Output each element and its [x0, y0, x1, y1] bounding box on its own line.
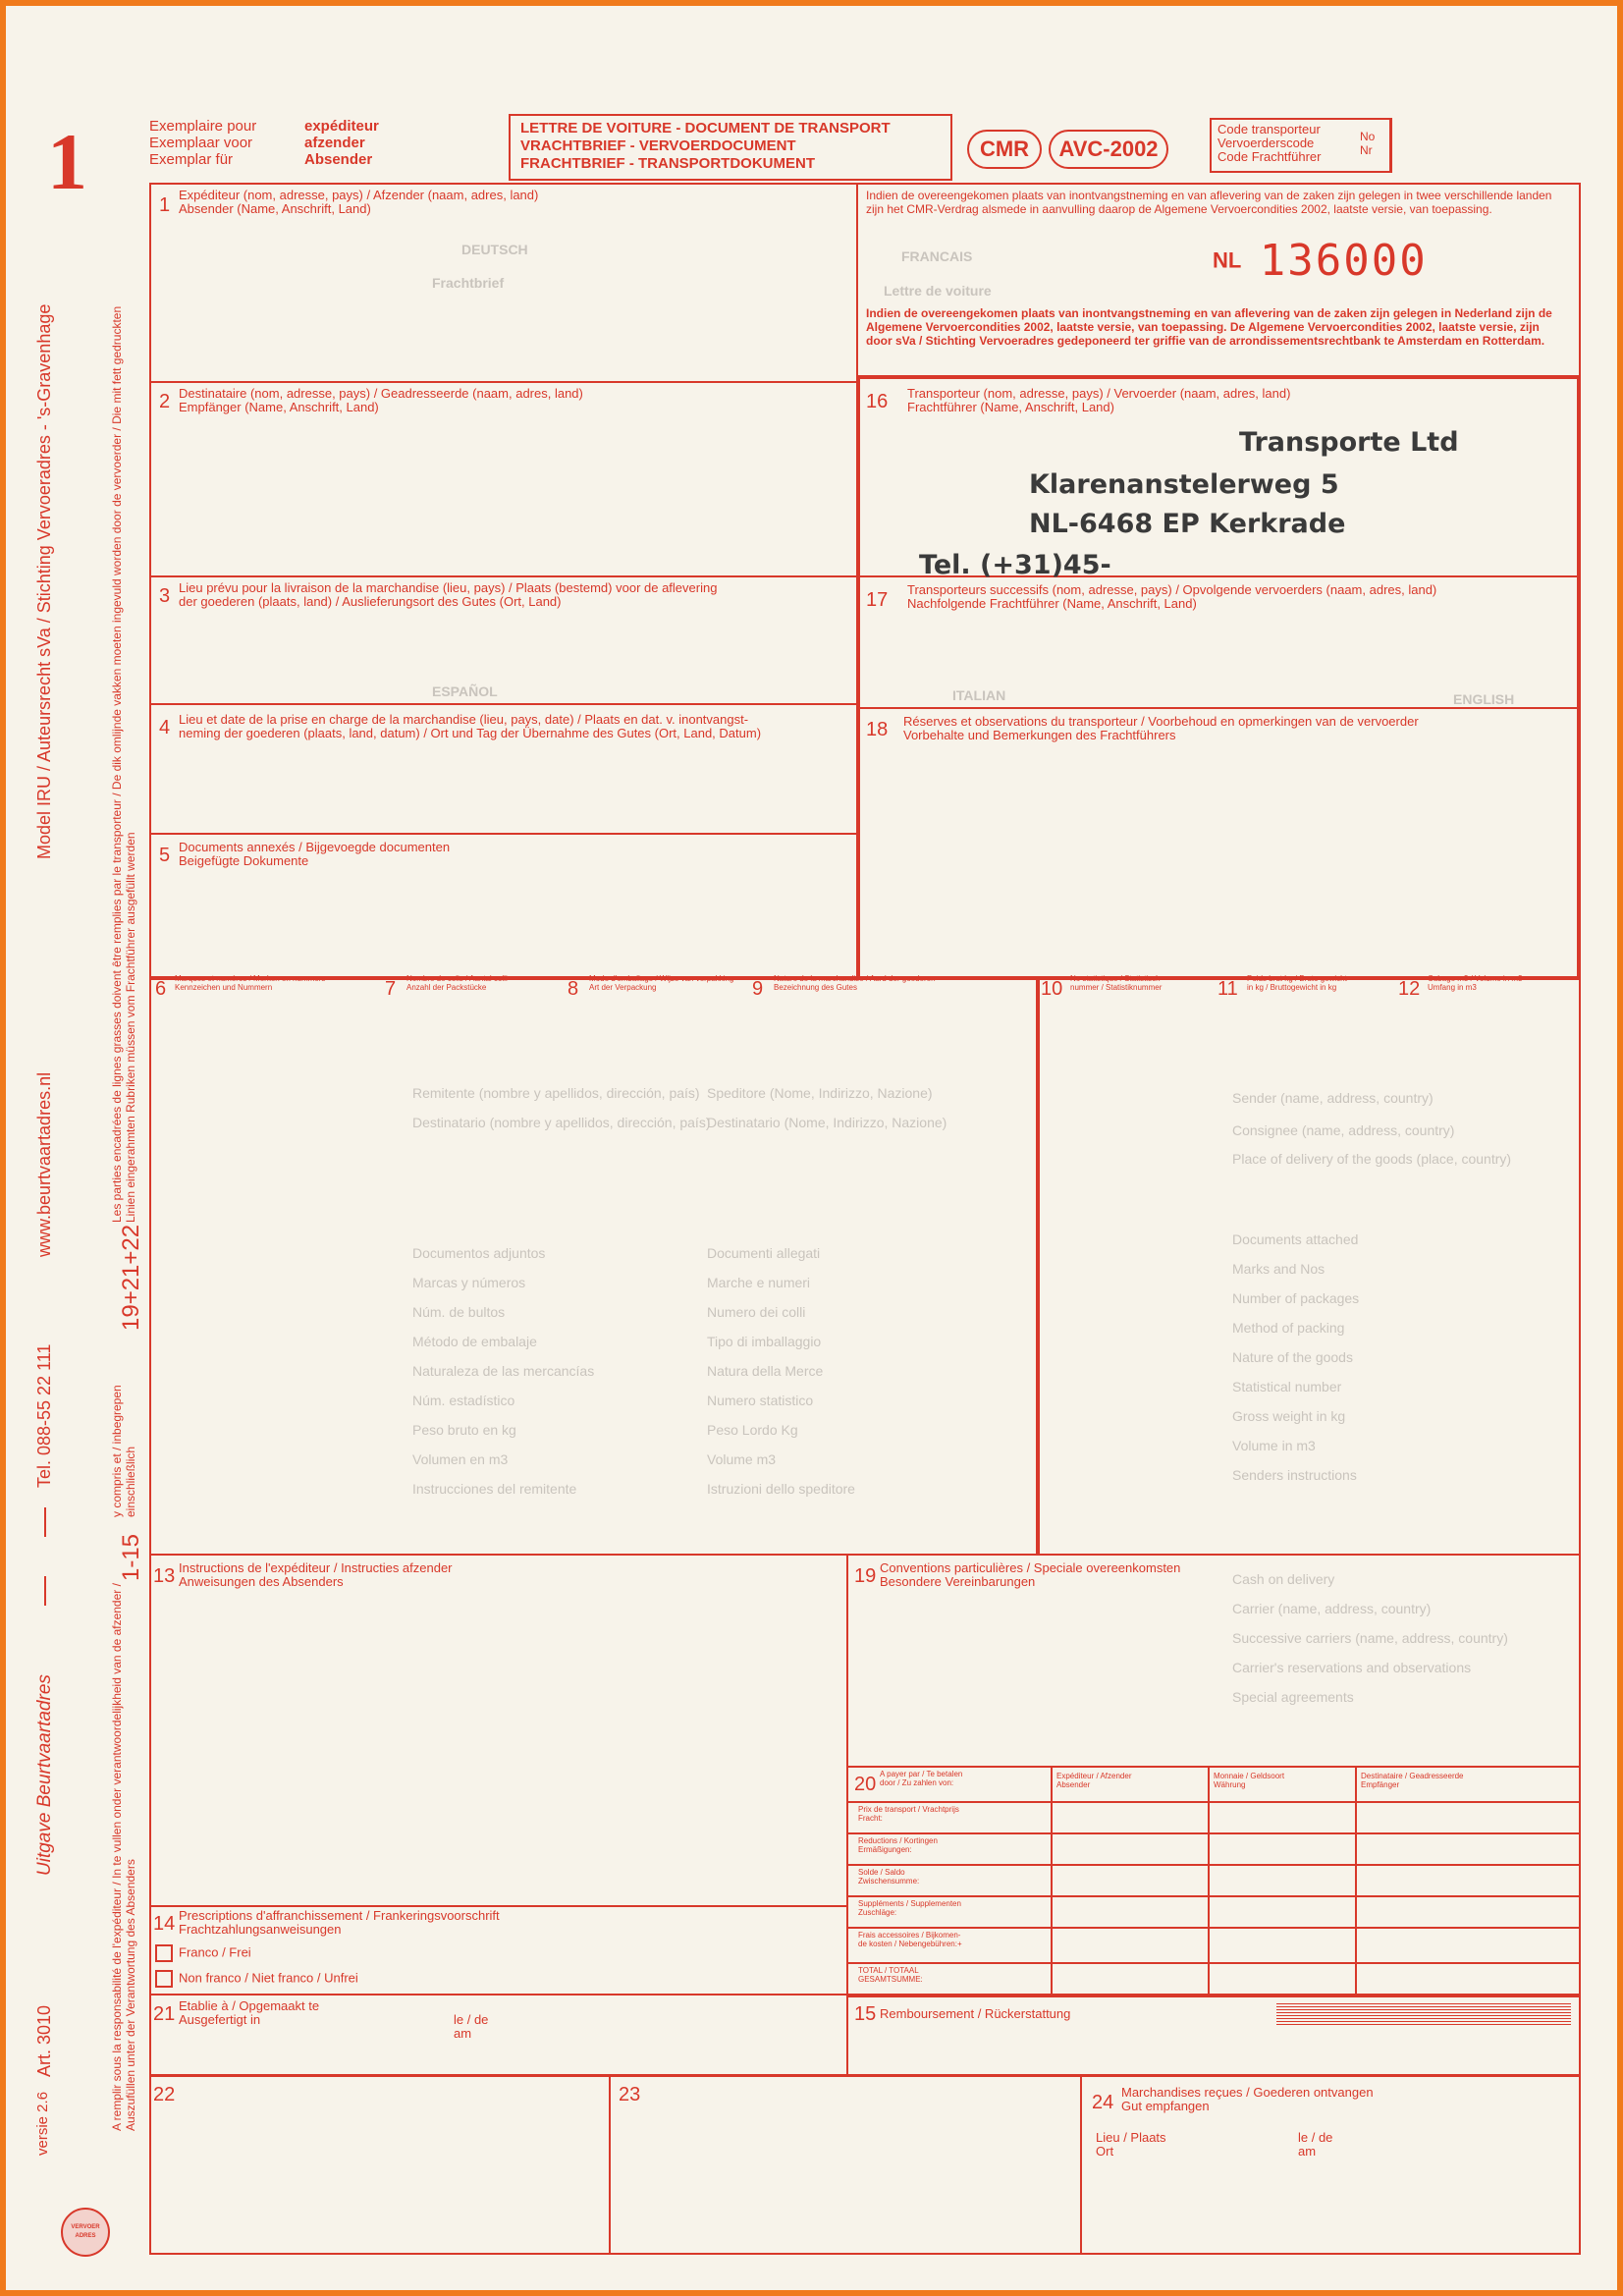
logo-text: VERVOER ADRES [71, 2224, 100, 2239]
copy-for-nl: afzender [304, 135, 365, 151]
ghost-en-9: Nature of the goods [1232, 1349, 1353, 1365]
box-22-sender-signature[interactable] [153, 2084, 605, 2251]
divider-23-24 [1080, 2074, 1082, 2255]
b20-row6 [846, 1962, 1581, 1964]
box-3-number: 3 [159, 585, 171, 607]
divider-22-23 [609, 2074, 611, 2255]
line-3-4 [149, 703, 856, 705]
ghost-lettre: Lettre de voiture [884, 283, 992, 299]
box-3-delivery-place[interactable] [157, 581, 844, 609]
line-17-18 [856, 707, 1581, 709]
box-6-number: 6 [155, 978, 167, 1000]
box-11-weight[interactable] [1217, 974, 1347, 1000]
line-4-5 [149, 833, 856, 835]
line-21-22 [149, 2074, 1581, 2077]
box-22-number: 22 [153, 2084, 176, 2105]
ghost-es-10: Núm. estadístico [412, 1393, 515, 1408]
line-1-2 [149, 381, 856, 383]
line-agree-16 [856, 375, 1581, 379]
box-19-label: Conventions particulières / Speciale overeenkomsten Besondere Vereinbarungen [880, 1560, 1181, 1589]
carrier-code-fr: Code transporteur [1217, 122, 1321, 137]
ghost-it-2: Destinatario (Nome, Indirizzo, Nazione) [707, 1115, 947, 1130]
ghost-en-7: Number of packages [1232, 1290, 1360, 1306]
ghost-es-13: Instrucciones del remitente [412, 1481, 577, 1497]
box-11-number: 11 [1217, 978, 1238, 1000]
carrier-code-de: Code Frachtführer [1217, 149, 1322, 164]
box-8-label: Mode d'emballage / Wijze van verpakking Art der Verpackung [589, 974, 734, 992]
copy-line-fr: Exemplaire pour [149, 118, 257, 135]
doc-title [520, 120, 891, 173]
box-5-number: 5 [159, 845, 171, 866]
box-14-payment-instructions [153, 1909, 840, 1937]
prepaid-label: Franco / Frei [179, 1944, 251, 1960]
ghost-en-3: Place of delivery of the goods (place, country) [1232, 1151, 1512, 1167]
box-7-number: 7 [385, 978, 397, 1000]
ghost-es-1: Remitente (nombre y apellidos, dirección, país) [412, 1085, 700, 1101]
ghost-en-13: Senders instructions [1232, 1467, 1357, 1483]
ghost-deutsch: DEUTSCH [461, 242, 528, 257]
carrier-code-label [1217, 123, 1322, 164]
side-text-sender-fill: A remplir sous la responsabilité de l'expéditeur / In te vullen onder verantwoordelijkheid van de afzender / Auszufüllen unter der Verantwortung des Absenders [110, 1583, 137, 2131]
box-21-established[interactable] [153, 1999, 319, 2027]
ghost-it-13: Istruzioni dello speditore [707, 1481, 855, 1497]
box-9-nature[interactable] [752, 974, 936, 1000]
box-23-carrier-signature[interactable] [619, 2084, 1070, 2251]
box-16-number: 16 [866, 391, 889, 412]
box-8-number: 8 [568, 978, 579, 1000]
box-10-label: No statistique / Statistisch nummer / Statistiknummer [1070, 974, 1163, 992]
ghost-it-1: Speditore (Nome, Indirizzo, Nazione) [707, 1085, 933, 1101]
b20-row-reductions[interactable]: Reductions / Kortingen Ermäßigungen: [858, 1836, 938, 1854]
carrier-code-no-nl: Nr [1360, 143, 1373, 157]
b20-row4 [846, 1895, 1581, 1897]
box-5-documents[interactable] [157, 841, 844, 868]
box-12-number: 12 [1398, 978, 1421, 1000]
box-16-label: Transporteur (nom, adresse, pays) / Vervoerder (naam, adres, land) Frachtführer (Name, Anschrift, Land) [907, 386, 1291, 414]
box-2-number: 2 [159, 391, 171, 412]
ghost-en-16: Carrier (name, address, country) [1232, 1601, 1432, 1616]
prepaid-checkbox[interactable] [155, 1944, 173, 1962]
box-21-number: 21 [153, 2003, 176, 2025]
doc-title-fr: LETTRE DE VOITURE - DOCUMENT DE TRANSPORT [520, 120, 891, 137]
doc-title-de: FRACHTBRIEF - TRANSPORTDOKUMENT [520, 155, 815, 172]
ghost-it-8: Tipo di imballaggio [707, 1334, 822, 1349]
side-text-phone: Tel. 088-55 22 111 [34, 1343, 54, 1488]
line-goods-bottom [149, 1554, 1581, 1556]
line-20-15 [846, 1994, 1581, 1997]
ghost-en-12: Volume in m3 [1232, 1438, 1316, 1453]
ghost-english: ENGLISH [1453, 691, 1515, 707]
box-24-place: Lieu / Plaats Ort [1096, 2130, 1166, 2159]
agreement-text-2: Indien de overeengekomen plaats van inontvangstneming en van aflevering van de zaken zijn gelegen in Nederland zijn de Algemene Vervoercondities 2002, laatste versie, van toepassing. De Algemene Vervoercondities 2002, laatste versie, zijn door sVa / Stichting Vervoeradres gedeponeerd ter griffie van de arrondissementsrechtbank te Amsterdam en Rotterdam. [866, 306, 1552, 348]
box-24-label: Marchandises reçues / Goederen ontvangen Gut empfangen [1121, 2085, 1374, 2113]
box-10-statistical[interactable] [1041, 974, 1163, 1000]
box-18-reservations[interactable] [864, 715, 1571, 742]
ghost-en-15: Cash on delivery [1232, 1571, 1335, 1587]
ghost-en-5: Documents attached [1232, 1231, 1359, 1247]
goods-col-divider [1036, 976, 1040, 1554]
ghost-es-2: Destinatario (nombre y apellidos, dirección, país) [412, 1115, 711, 1130]
side-text-range-19-21-22: 19+21+22 [118, 1224, 144, 1331]
line-14-21 [149, 1994, 846, 1995]
ghost-es-11: Peso bruto en kg [412, 1422, 516, 1438]
box-1-sender[interactable] [157, 189, 844, 216]
box-4-number: 4 [159, 717, 171, 738]
box-16-carrier[interactable] [864, 387, 1571, 414]
carrier-code-divider [1389, 118, 1391, 173]
ghost-en-11: Gross weight in kg [1232, 1408, 1346, 1424]
box-11-label: Poids brut kg / Bruto gewicht in kg / Bruttogewicht in kg [1247, 974, 1347, 992]
b20-row-total[interactable]: TOTAL / TOTAAL GESAMTSUMME: [858, 1966, 923, 1984]
ghost-it-5: Documenti allegati [707, 1245, 821, 1261]
ghost-es-12: Volumen en m3 [412, 1451, 509, 1467]
box-3-label: Lieu prévu pour la livraison de la marchandise (lieu, pays) / Plaats (bestemd) voor de aflevering der goederen (plaats, land) / Auslieferungsort des Gutes (Ort, Land) [179, 580, 718, 609]
box-20-label: A payer par / Te betalen door / Zu zahlen von: [880, 1770, 963, 1787]
box-8-packing[interactable] [568, 974, 734, 1000]
b20-row3 [846, 1864, 1581, 1866]
doc-number-prefix: NL [1213, 247, 1242, 273]
carrier-city: NL-6468 EP Kerkrade [1029, 509, 1346, 539]
b20-col-consignee: Destinataire / Geadresseerde Empfänger [1361, 1772, 1464, 1789]
collect-checkbox[interactable] [155, 1970, 173, 1988]
b20-row-balance[interactable]: Solde / Saldo Zwischensumme: [858, 1868, 920, 1886]
box-20-payment [854, 1770, 963, 1795]
carrier-street: Klarenanstelerweg 5 [1029, 469, 1339, 500]
ghost-en-8: Method of packing [1232, 1320, 1345, 1336]
b20-col-currency: Monnaie / Geldsoort Währung [1214, 1772, 1285, 1789]
side-tick-1 [44, 1507, 46, 1537]
b15-hatch [1276, 2003, 1571, 2027]
agreement-text: Indien de overeengekomen plaats van inontvangstneming en van aflevering van de zaken zijn gelegen in twee verschillende landen zijn het CMR-Verdrag alsmede in aanvulling daarop de Algemene Vervoercondities 2002, laatste versie, van toepassing. [866, 189, 1552, 216]
box-15-cash-on-delivery[interactable] [854, 2003, 1071, 2025]
box-14-option-prepaid[interactable] [155, 1944, 251, 1962]
box-13-label: Instructions de l'expéditeur / Instructies afzender Anweisungen des Absenders [179, 1560, 453, 1589]
line-19-20 [846, 1766, 1581, 1768]
box-23-number: 23 [619, 2084, 641, 2105]
avc-badge: AVC-2002 [1049, 130, 1168, 169]
box-12-label: Cubage m3 / Volume in m3 Umfang in m3 [1428, 974, 1523, 992]
box-15-label: Remboursement / Rückerstattung [880, 2006, 1071, 2021]
box-7-packages[interactable] [385, 974, 508, 1000]
side-text-model: Model IRU / Auteursrecht sVa / Stichting Vervoeradres - 's-Gravenhage [34, 303, 54, 859]
box-6-label: Marques et numéros / Merken en nummers Kennzeichen und Nummern [175, 974, 326, 992]
side-text-version: versie 2.6 [34, 2091, 51, 2156]
carrier-code-no [1360, 130, 1375, 157]
carrier-area-left [856, 375, 860, 978]
ghost-italian: ITALIAN [952, 687, 1006, 703]
box-1-number: 1 [159, 194, 171, 216]
copy-for-fr: expéditeur [304, 118, 379, 135]
publisher-logo [61, 2208, 110, 2257]
box-17-label: Transporteurs successifs (nom, adresse, pays) / Opvolgende vervoerders (naam, adres, land) Nachfolgende Frachtführer (Name, Anschrift, Land) [907, 582, 1437, 611]
box-18-label: Réserves et observations du transporteur / Voorbehoud en opmerkingen van de vervoerder Vorbehalte und Bemerkungen des Frachtführers [903, 714, 1419, 742]
ghost-frachtbrief: Frachtbrief [432, 275, 505, 291]
carrier-name: Transporte Ltd [1239, 427, 1459, 458]
side-text-including: y compris et / inbegrepen einschließlich [110, 1385, 137, 1517]
ghost-en-17: Successive carriers (name, address, country) [1232, 1630, 1508, 1646]
line-2-3 [149, 575, 856, 577]
ghost-it-6: Marche e numeri [707, 1275, 811, 1290]
box-5-label: Documents annexés / Bijgevoegde documenten Beigefügte Dokumente [179, 840, 451, 868]
ghost-es-6: Marcas y números [412, 1275, 526, 1290]
ghost-it-12: Volume m3 [707, 1451, 777, 1467]
side-text-website: www.beurtvaartadres.nl [34, 1071, 54, 1257]
ghost-es-5: Documentos adjuntos [412, 1245, 546, 1261]
ghost-francais: FRANCAIS [901, 248, 973, 264]
box-21-label: Etablie à / Opgemaakt te Ausgefertigt in [179, 1998, 320, 2027]
ghost-en-19: Special agreements [1232, 1689, 1354, 1705]
doc-number-value: 136000 [1259, 236, 1428, 286]
b20-row2 [846, 1832, 1581, 1834]
box-24-number: 24 [1092, 2092, 1114, 2113]
box-10-number: 10 [1041, 978, 1063, 1000]
b20-row-other-charges[interactable]: Frais accessoires / Bijkomen- de kosten / Nebengebühren:+ [858, 1931, 962, 1948]
side-text-range-1-15: 1-15 [118, 1533, 144, 1581]
box-21-date[interactable]: le / de am [454, 2012, 489, 2041]
ghost-it-7: Numero dei colli [707, 1304, 806, 1320]
ghost-it-9: Natura della Merce [707, 1363, 824, 1379]
box-12-volume[interactable] [1398, 974, 1523, 1000]
copy-label [149, 118, 256, 168]
copy-for-de: Absender [304, 151, 373, 168]
side-text-publisher: Uitgave Beurtvaartadres [34, 1674, 55, 1876]
line-13-14 [149, 1905, 846, 1907]
b20-row1 [846, 1801, 1581, 1803]
ghost-en-6: Marks and Nos [1232, 1261, 1325, 1277]
side-text-article: Art. 3010 [34, 2004, 54, 2077]
copy-number: 1 [47, 117, 87, 206]
box-13-number: 13 [153, 1565, 176, 1587]
box-1-label: Expéditeur (nom, adresse, pays) / Afzender (naam, adres, land) Absender (Name, Anschrift, Land) [179, 188, 539, 216]
box-24-date: le / de am [1298, 2130, 1333, 2159]
box-14-number: 14 [153, 1913, 176, 1935]
b20-row-supplements[interactable]: Suppléments / Supplementen Zuschläge: [858, 1899, 961, 1917]
ghost-es-8: Método de embalaje [412, 1334, 537, 1349]
box-4-takeover[interactable] [157, 713, 844, 740]
side-tick-2 [44, 1576, 46, 1606]
ghost-it-11: Peso Lordo Kg [707, 1422, 798, 1438]
ghost-espanol: ESPAÑOL [432, 683, 498, 699]
box-2-label: Destinataire (nom, adresse, pays) / Geadresseerde (naam, adres, land) Empfänger (Name, Anschrift, Land) [179, 386, 583, 414]
carrier-code-no-fr: No [1360, 130, 1376, 143]
carrier-phone: Tel. (+31)45- [919, 550, 1111, 580]
b20-row5 [846, 1927, 1581, 1929]
doc-title-nl: VRACHTBRIEF - VERVOERDOCUMENT [520, 137, 796, 154]
box-4-label: Lieu et date de la prise en charge de la marchandise (lieu, pays, date) / Plaats en dat. v. inontvangst- neming der goederen (plaats, land, datum) / Ort und Tag der Übernahme des Gutes (Ort, Land, Datum) [179, 712, 762, 740]
box-24-goods-received[interactable] [1092, 2085, 1573, 2159]
carrier-area-right [1577, 375, 1581, 978]
b20-row-freight[interactable]: Prix de transport / Vrachtprijs Fracht: [858, 1805, 959, 1823]
ghost-en-2: Consignee (name, address, country) [1232, 1122, 1455, 1138]
box-14-label: Prescriptions d'affranchissement / Frankeringsvoorschrift Frachtzahlungsanweisungen [179, 1908, 500, 1937]
box-19-number: 19 [854, 1565, 877, 1587]
cmr-badge: CMR [967, 130, 1042, 169]
box-14-option-collect[interactable] [155, 1970, 358, 1988]
box-17-successive-carriers[interactable] [864, 583, 1571, 611]
box-20-number: 20 [854, 1774, 877, 1795]
carrier-code-nl: Vervoerderscode [1217, 136, 1315, 150]
ghost-en-1: Sender (name, address, country) [1232, 1090, 1434, 1106]
ghost-it-10: Numero statistico [707, 1393, 814, 1408]
ghost-en-18: Carrier's reservations and observations [1232, 1660, 1472, 1675]
copy-line-nl: Exemplaar voor [149, 135, 253, 151]
doc-number [1213, 236, 1428, 286]
box-19-special-agreements[interactable] [854, 1561, 1571, 1589]
box-9-label: Nature de la marchandise / Aard der goederen Bezeichnung des Gutes [774, 974, 936, 992]
side-text-carrier-fill: Les parties encadrées de lignes grasses doivent être remplies par le transporteur / De dik omlijnde vakken moeten ingevuld worden door de vervoerder / Die mit fett gedruckten Linien eingerahmten Rubriken müssen vom Frachtführer ausgefüllt werden [110, 305, 137, 1223]
copy-line-de: Exemplar für [149, 151, 234, 168]
box-7-label: Nombre de colis / Aantal colli Anzahl der Packstücke [406, 974, 508, 992]
b20-col-sender: Expéditeur / Afzender Absender [1056, 1772, 1132, 1789]
collect-label: Non franco / Niet franco / Unfrei [179, 1970, 358, 1986]
box-13-sender-instructions[interactable] [153, 1561, 840, 1589]
ghost-en-10: Statistical number [1232, 1379, 1342, 1394]
box-17-number: 17 [866, 589, 889, 611]
copy-recipient [304, 118, 379, 168]
box-2-consignee[interactable] [157, 387, 844, 414]
box-9-number: 9 [752, 978, 764, 1000]
box-15-number: 15 [854, 2003, 877, 2025]
box-6-marks[interactable] [155, 974, 326, 1000]
ghost-es-9: Naturaleza de las mercancías [412, 1363, 595, 1379]
box-18-number: 18 [866, 719, 889, 740]
ghost-es-7: Núm. de bultos [412, 1304, 506, 1320]
